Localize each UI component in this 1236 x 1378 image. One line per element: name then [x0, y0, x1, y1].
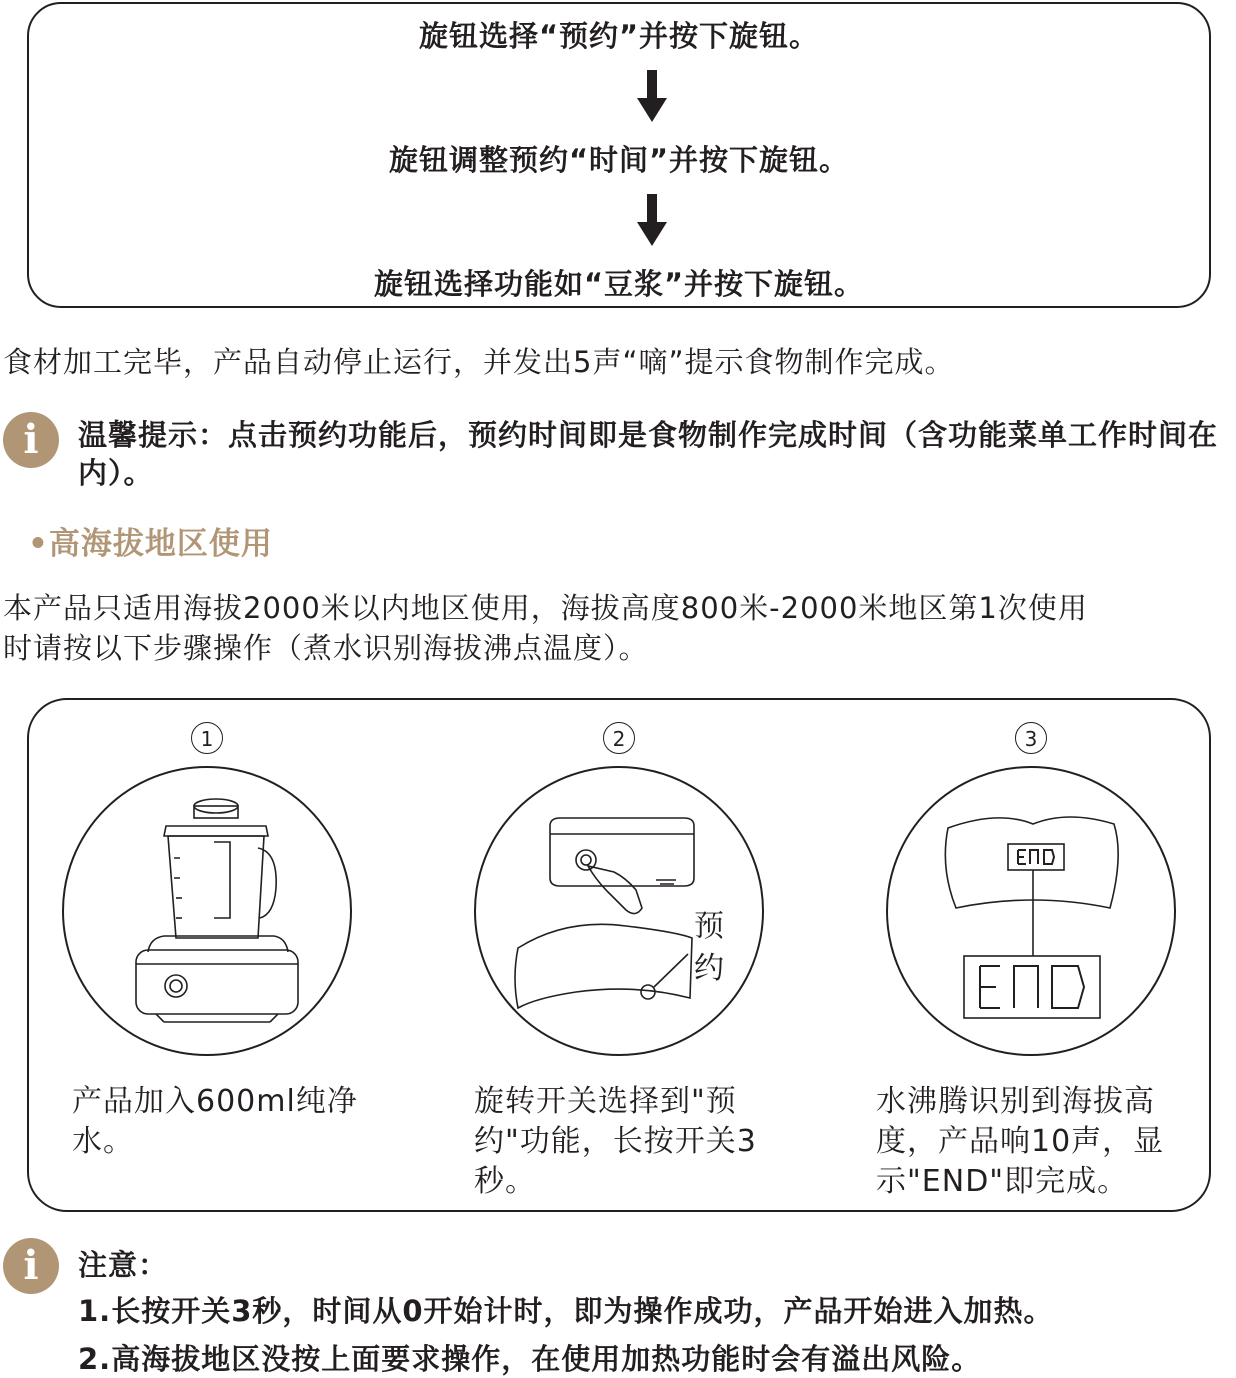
step-number-1: 1 [191, 722, 223, 754]
section-title: •高海拔地区使用 [28, 526, 273, 562]
yuyue-label-1: 预 [694, 909, 724, 944]
knob-illustration [474, 766, 764, 1056]
step-number-3: 3 [1015, 722, 1047, 754]
arrow-down-icon [637, 70, 667, 122]
flow-step-3: 旋钮选择功能如“豆浆”并按下旋钮。 [373, 267, 865, 301]
step-caption-2: 旋转开关选择到"预约"功能，长按开关3秒。 [474, 1084, 757, 1199]
step-caption-3: 水沸腾识别到海拔高度，产品响10声，显示"END"即完成。 [876, 1084, 1165, 1199]
blender-illustration [62, 766, 352, 1056]
display-illustration [886, 766, 1176, 1056]
flow-step-1: 旋钮选择“预约”并按下旋钮。 [418, 19, 820, 53]
tip-text: 温馨提示：点击预约功能后，预约时间即是食物制作完成时间（含功能菜单工作时间在内）。 [78, 418, 1219, 490]
note-title: 注意： [78, 1248, 169, 1282]
step-caption-1: 产品加入600ml纯净水。 [72, 1084, 358, 1159]
completion-text: 食材加工完毕，产品自动停止运行，并发出5声“嘀”提示食物制作完成。 [3, 345, 955, 379]
blender-icon [64, 768, 352, 1056]
intro-line-1: 本产品只适用海拔2000米以内地区使用，海拔高度800米-2000米地区第1次使用 [3, 591, 1088, 625]
note-item-2: 2.高海拔地区没按上面要求操作，在使用加热功能时会有溢出风险。 [78, 1342, 982, 1376]
info-icon: i [3, 1238, 59, 1294]
arrow-down-icon [637, 194, 667, 246]
note-item-1: 1.长按开关3秒，时间从0开始计时，即为操作成功，产品开始进入加热。 [78, 1294, 1054, 1328]
flow-step-2: 旋钮调整预约“时间”并按下旋钮。 [388, 143, 850, 177]
end-display-icon [888, 768, 1176, 1056]
yuyue-label-2: 约 [694, 951, 724, 986]
step-number-2: 2 [603, 722, 635, 754]
intro-line-2: 时请按以下步骤操作（煮水识别海拔沸点温度）。 [3, 631, 649, 665]
info-icon: i [3, 412, 59, 468]
flow-box [27, 2, 1211, 308]
